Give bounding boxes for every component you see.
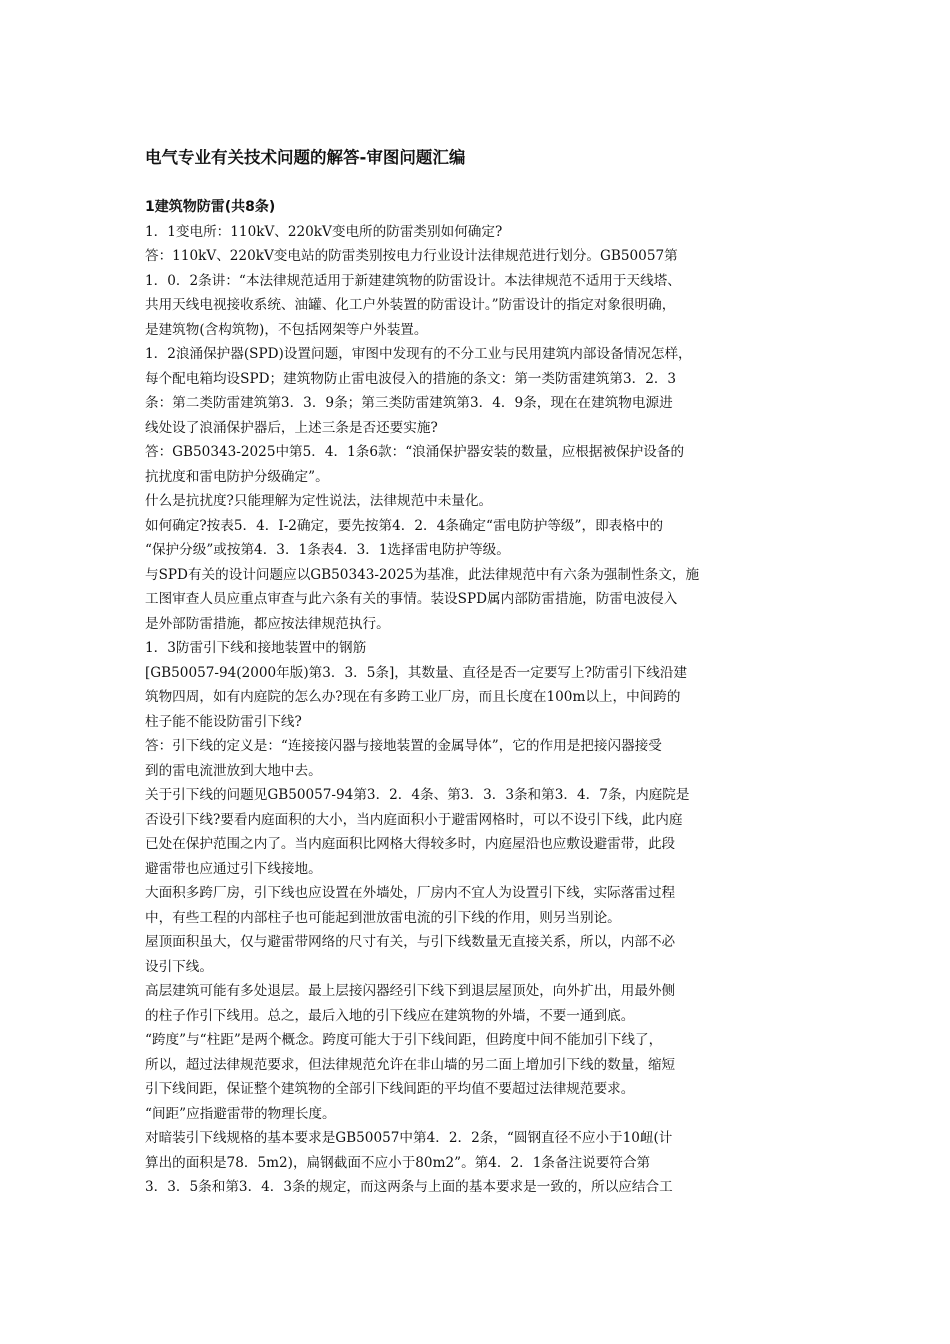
body-text-line: 到的雷电流泄放到大地中去。: [145, 762, 322, 779]
section-heading: 1建筑物防雷(共8条): [145, 199, 276, 215]
body-text-line: 设引下线。: [145, 958, 213, 975]
body-text-line: 大面积多跨厂房，引下线也应设置在外墙处，厂房内不宜人为设置引下线，实际落雷过程: [145, 885, 676, 901]
body-text-line: 条：第二类防雷建筑第3．3．9条；第三类防雷建筑第3．4．9条，现在在建筑物电源进: [145, 395, 673, 411]
body-text-line: 筑物四周，如有内庭院的怎么办?现在有多跨工业厂房，而且长度在100m以上，中间跨的: [145, 689, 681, 705]
body-text-line: 引下线间距，保证整个建筑物的全部引下线间距的平均值不要超过法律规范要求。: [145, 1081, 635, 1097]
body-text-line: 1．1变电所：110kV、220kV变电所的防雷类别如何确定?: [145, 223, 503, 240]
body-text-line: 算出的面积是78．5m2)，扁钢截面不应小于80m2”。第4．2．1条备注说要符合第: [145, 1154, 651, 1171]
body-text-line: 1．3防雷引下线和接地装置中的钢筋: [145, 640, 367, 656]
body-text-line: “间距”应指避雷带的物理长度。: [145, 1105, 336, 1122]
body-text-line: 什么是抗扰度?只能理解为定性说法，法律规范中未量化。: [145, 493, 493, 509]
body-text-line: 线处设了浪涌保护器后，上述三条是否还要实施?: [145, 419, 438, 436]
body-text-line: 中，有些工程的内部柱子也可能起到泄放雷电流的引下线的作用，则另当别论。: [145, 909, 621, 926]
body-text-line: 否设引下线?要看内庭面积的大小，当内庭面积小于避雷网格时，可以不设引下线，此内庭: [145, 811, 683, 828]
body-text-line: [GB50057-94(2000年版)第3．3．5条]，其数量、直径是否一定要写上?防雷引下线沿建: [145, 664, 688, 681]
body-text-line: 抗扰度和雷电防护分级确定”。: [145, 468, 329, 485]
body-text-line: 已处在保护范围之内了。当内庭面积比网格大得较多时，内庭屋沿也应敷设避雷带，此段: [145, 836, 676, 852]
body-text-line: 工图审查人员应重点审查与此六条有关的事情。装设SPD属内部防雷措施，防雷电波侵入: [145, 591, 678, 607]
body-text-line: 避雷带也应通过引下线接地。: [145, 860, 322, 877]
body-text-line: 如何确定?按表5．4．I-2确定，要先按第4．2．4条确定“雷电防护等级”，即表格中的: [145, 517, 664, 534]
body-text-line: 所以，超过法律规范要求，但法律规范允许在非山墙的另二面上增加引下线的数量，缩短: [145, 1056, 676, 1073]
document-page: [145, 146, 805, 1200]
body-text-line: 关于引下线的问题见GB50057-94第3．2．4条、第3．3．3条和第3．4．7条，内庭院是: [145, 787, 690, 803]
document-body: [145, 220, 805, 1200]
body-text-line: 是外部防雷措施，都应按法律规范执行。: [145, 615, 390, 632]
body-text-line: 答：引下线的定义是：“连接接闪器与接地装置的金属导体”，它的作用是把接闪器接受: [145, 738, 662, 754]
body-text-line: 1．0．2条讲：“本法律规范适用于新建建筑物的防雷设计。本法律规范不适用于天线塔、: [145, 272, 681, 289]
body-text-line: 每个配电箱均设SPD；建筑物防止雷电波侵入的措施的条文：第一类防雷建筑第3．2．3: [145, 370, 677, 387]
body-text-line: 答：GB50343-2025中第5．4．1条6款：“浪涌保护器安装的数量，应根据被保护设备的: [145, 444, 685, 460]
body-text-line: 对暗装引下线规格的基本要求是GB50057中第4．2．2条，“圆钢直径不应小于10衄(计: [145, 1130, 673, 1146]
body-text-line: 柱子能不能设防雷引下线?: [145, 713, 302, 730]
body-text-line: 共用天线电视接收系统、油罐、化工户外装置的防雷设计。”防雷设计的指定对象很明确，: [145, 297, 676, 313]
body-text-line: 答：110kV、220kV变电站的防雷类别按电力行业设计法律规范进行划分。GB50057第: [145, 248, 678, 264]
body-text-line: 与SPD有关的设计问题应以GB50343-2025为基准，此法律规范中有六条为强制性条文，施: [145, 566, 700, 583]
body-text-line: “保护分级”或按第4．3．1条表4．3．1选择雷电防护等级。: [145, 542, 510, 558]
body-text-line: 3．3．5条和第3．4．3条的规定，而这两条与上面的基本要求是一致的，所以应结合工: [145, 1179, 673, 1195]
body-text-line: “跨度”与“柱距”是两个概念。跨度可能大于引下线间距，但跨度中间不能加引下线了，: [145, 1032, 663, 1048]
body-text-line: 是建筑物(含构筑物)，不包括网架等户外装置。: [145, 321, 428, 338]
body-text-line: 高层建筑可能有多处退层。最上层接闪器经引下线下到退层屋顶处，向外扩出，用最外侧: [145, 983, 676, 999]
body-text-line: 的柱子作引下线用。总之，最后入地的引下线应在建筑物的外墙，不要一通到底。: [145, 1007, 635, 1024]
body-text-line: 1．2浪涌保护器(SPD)设置问题，审图中发现有的不分工业与民用建筑内部设备情况怎样，: [145, 346, 692, 362]
document-title: 电气专业有关技术问题的解答-审图问题汇编: [145, 148, 466, 167]
body-text-line: 屋顶面积虽大，仅与避雷带网络的尺寸有关，与引下线数量无直接关系，所以，内部不必: [145, 934, 676, 950]
